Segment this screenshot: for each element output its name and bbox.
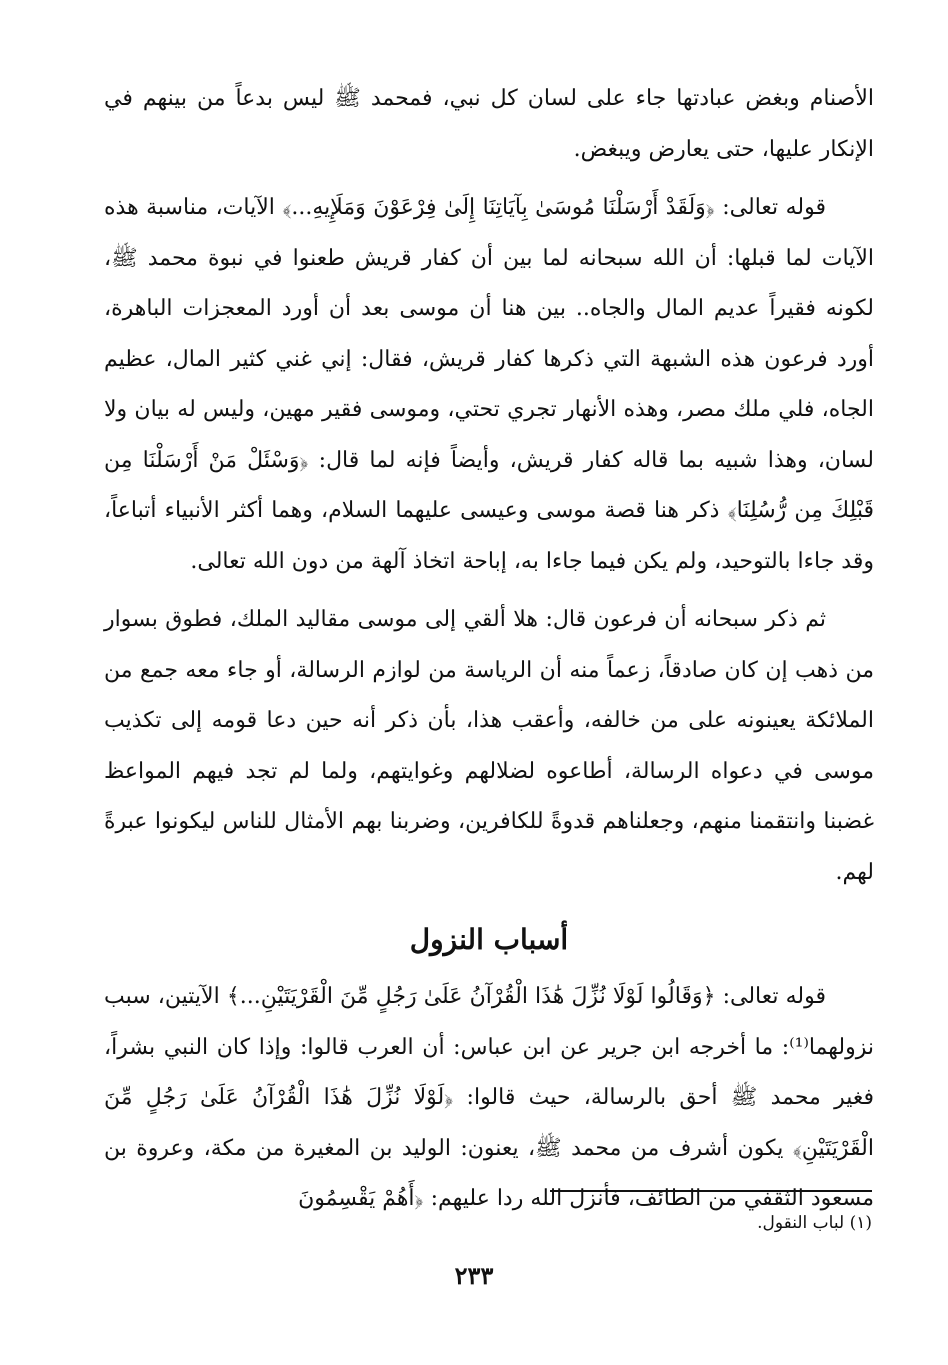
footnote: (١) لباب النقول. xyxy=(757,1213,872,1233)
section-heading: أسباب النزول xyxy=(409,923,569,956)
paragraph-4: قوله تعالى: ﴿وَقَالُوا لَوْلَا نُزِّلَ هَٰذَا الْقُرْآنُ عَلَىٰ رَجُلٍ مِّنَ الْقَرْيَتَيْنِ...﴾ الآيتين، سبب نزولهما⁽¹⁾: ما أخرجه ابن جرير عن ابن عباس: أن العرب قالوا: وإذا كان النبي بشراً، فغير محمد ﷺ أحق بالرسالة، حيث قالوا: ﴿لَوْلَا نُزِّلَ هَٰذَا الْقُرْآنُ عَلَىٰ رَجُلٍ مِّنَ الْقَرْيَتَيْنِ﴾ يكون أشرف من محمد ﷺ، يعنون: الوليد بن المغيرة من مكة، وعروة بن مسعود الثقفي من الطائف، فأنزل الله ردا عليهم: ﴿أَهُمْ يَقْسِمُونَ xyxy=(104,984,874,1211)
paragraph-2: قوله تعالى: ﴿وَلَقَدْ أَرْسَلْنَا مُوسَىٰ بِآيَاتِنَا إِلَىٰ فِرْعَوْنَ وَمَلَإِيهِ...﴾ الآيات، مناسبة هذه الآيات لما قبلها: أن الله سبحانه لما بين أن كفار قريش طعنوا في نبوة محمد ﷺ، لكونه فقيراً عديم المال والجاه.. بين هنا أن موسى بعد أن أورد المعجزات الباهرة، أورد فرعون هذه الشبهة التي ذكرها كفار قريش، فقال: إني غني كثير المال، عظيم الجاه، فلي ملك مصر، وهذه الأنهار تجري تحتي، وموسى فقير مهين، وليس له بيان ولا لسان، وهذا شبيه بما قاله كفار قريش، وأيضاً فإنه لما قال: ﴿وَسْئَلْ مَنْ أَرْسَلْنَا مِن قَبْلِكَ مِن رُّسُلِنَا﴾ ذكر هنا قصة موسى وعيسى عليهما السلام، وهما أكثر الأنبياء أتباعاً، وقد جاءا بالتوحيد، ولم يكن فيما جاءا به، إباحة اتخاذ آلهة من دون الله تعالى. xyxy=(104,195,874,574)
footnote-divider xyxy=(550,1190,872,1192)
paragraph-1: الأصنام وبغض عبادتها جاء على لسان كل نبي، فمحمد ﷺ ليس بدعاً من بينهم في الإنكار عليها، حتى يعارض ويبغض. xyxy=(104,86,874,162)
page-number: ٢٣٣ xyxy=(454,1261,494,1290)
main-text xyxy=(104,74,874,1225)
paragraph-3: ثم ذكر سبحانه أن فرعون قال: هلا ألقي إلى موسى مقاليد الملك، فطوق بسوار من ذهب إن كان صادقاً، زعماً منه أن الرياسة من لوازم الرسالة، أو جاء معه جمع من الملائكة يعينونه على من خالفه، وأعقب هذا، بأن ذكر أنه حين دعا قومه إلى تكذيب موسى في دعواه الرسالة، أطاعوه لضلالهم وغوايتهم، ولما لم تجد فيهم المواعظ غضبنا وانتقمنا منهم، وجعلناهم قدوةً للكافرين، وضربنا بهم الأمثال للناس ليكونوا عبرةً لهم. xyxy=(104,607,874,885)
